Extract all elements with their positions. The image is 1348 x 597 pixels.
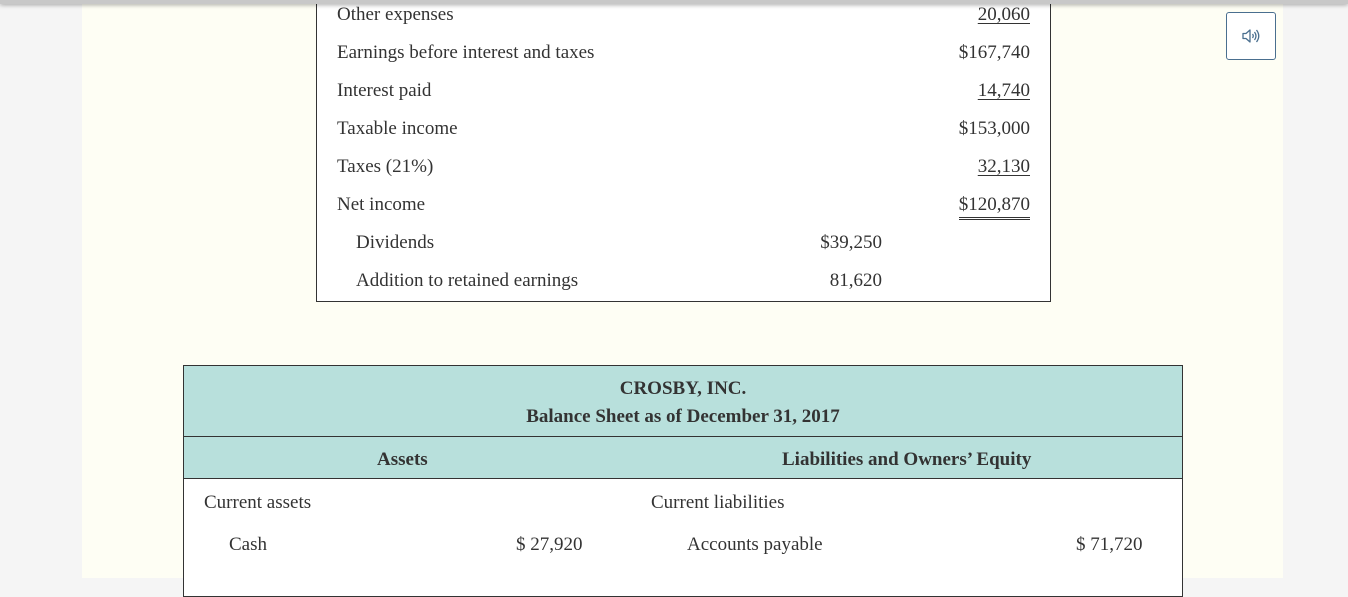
row-label: Addition to retained earnings	[356, 270, 579, 291]
row-label: Taxable income	[337, 118, 458, 139]
current-assets-label: Current assets	[204, 492, 312, 513]
income-row	[317, 0, 1050, 35]
income-sub-row	[317, 225, 1050, 263]
income-row	[317, 73, 1050, 111]
income-sub-row	[317, 263, 1050, 301]
accounts-payable-label: Accounts payable	[687, 534, 823, 555]
column-headers	[184, 437, 1182, 479]
income-row	[317, 187, 1050, 225]
assets-header: Assets	[377, 449, 428, 470]
row-value: $39,250	[820, 232, 882, 253]
cash-value: $ 27,920	[516, 534, 583, 555]
balance-sheet-header	[184, 366, 1182, 437]
income-statement-table	[316, 0, 1051, 302]
accounts-payable-value: $ 71,720	[1076, 534, 1143, 555]
row-label: Dividends	[356, 232, 435, 253]
row-label: Net income	[337, 194, 426, 215]
row-value: 14,740	[977, 80, 1030, 101]
income-row	[317, 111, 1050, 149]
row-label: Earnings before interest and taxes	[337, 42, 595, 63]
current-liabilities-label: Current liabilities	[651, 492, 785, 513]
row-value: 81,620	[829, 270, 882, 291]
row-value: $153,000	[958, 118, 1030, 139]
cash-label: Cash	[229, 534, 267, 555]
row-value: $167,740	[958, 42, 1030, 63]
liabilities-header: Liabilities and Owners’ Equity	[782, 449, 1032, 470]
row-label: Other expenses	[337, 4, 454, 25]
audio-button[interactable]	[1226, 12, 1276, 60]
row-label: Interest paid	[337, 80, 432, 101]
row-value: 20,060	[977, 4, 1030, 25]
row-value: $120,870	[959, 194, 1030, 220]
top-shadow-bar	[0, 0, 1348, 4]
row-value: 32,130	[977, 156, 1030, 177]
balance-sheet-subtitle: Balance Sheet as of December 31, 2017	[526, 406, 840, 427]
speaker-icon	[1241, 28, 1261, 44]
row-label: Taxes (21%)	[337, 156, 434, 177]
company-name: CROSBY, INC.	[619, 378, 747, 399]
income-row	[317, 149, 1050, 187]
balance-sheet-table	[183, 365, 1183, 597]
income-row	[317, 35, 1050, 73]
